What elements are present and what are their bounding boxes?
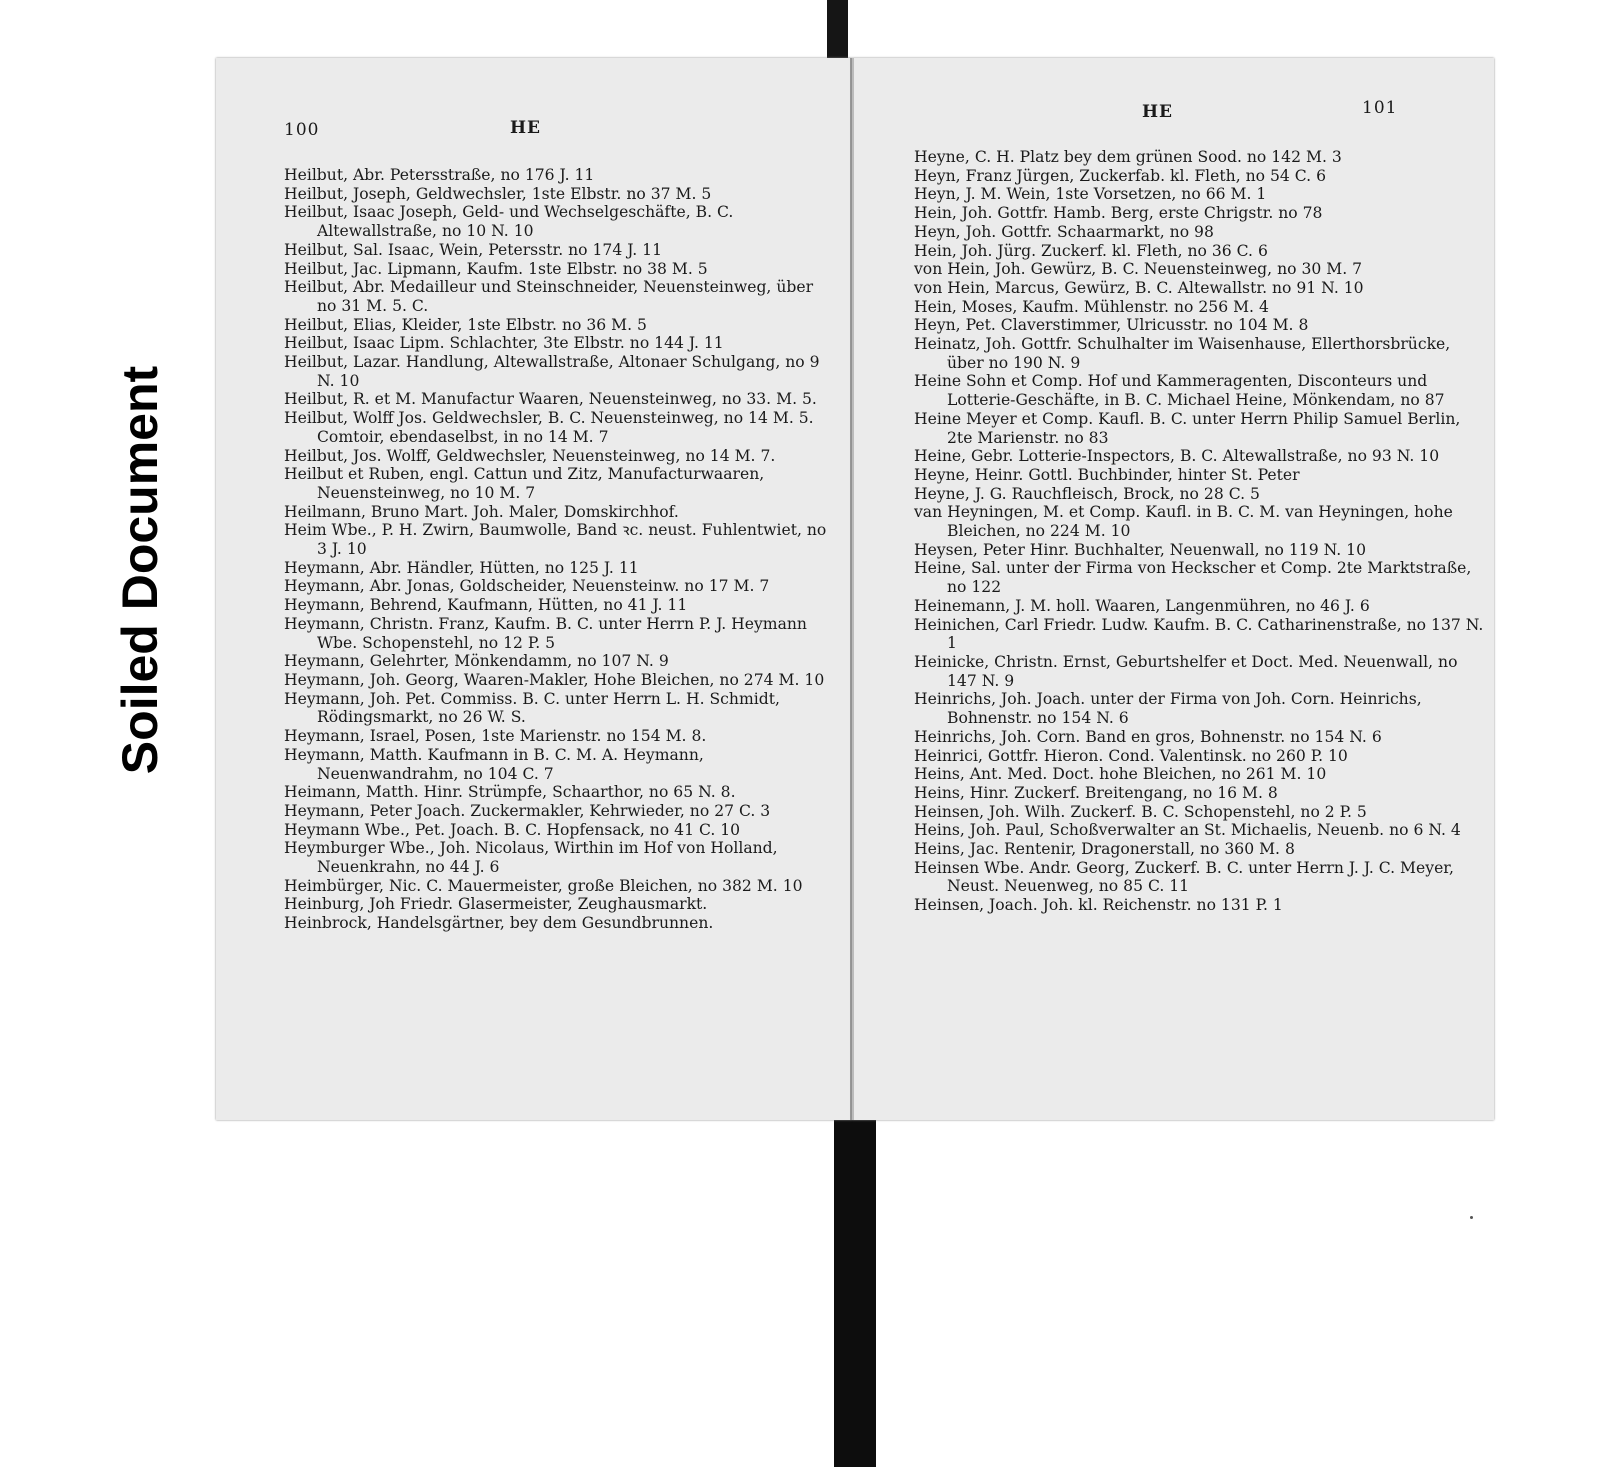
- directory-entry: Heymann, Israel, Posen, 1ste Marienstr. no 154 M. 8.: [284, 727, 707, 746]
- directory-entry: Heim Wbe., P. H. Zwirn, Baumwolle, Band ꝛc. neust. Fuhlentwiet, no 3 J. 10: [284, 521, 827, 559]
- directory-entry: Heilbut, Isaac Joseph, Geld- und Wechselgeschäfte, B. C. Altewallstraße, no 10 N. 10: [284, 203, 734, 241]
- directory-entry: Heymann, Abr. Jonas, Goldscheider, Neuensteinw. no 17 M. 7: [284, 577, 770, 596]
- directory-entry: Heinatz, Joh. Gottfr. Schulhalter im Waisenhause, Ellerthorsbrücke, über no 190 N. 9: [914, 335, 1451, 372]
- directory-entry: Heysen, Peter Hinr. Buchhalter, Neuenwall, no 119 N. 10: [914, 540, 1367, 559]
- running-head: HE: [510, 118, 542, 138]
- directory-entry: Heymburger Wbe., Joh. Nicolaus, Wirthin im Hof von Holland, Neuenkrahn, no 44 J. 6: [284, 839, 778, 877]
- directory-entry: Heyn, J. M. Wein, 1ste Vorsetzen, no 66 M. 1: [914, 185, 1267, 204]
- directory-entry: van Heyningen, M. et Comp. Kaufl. in B. C. M. van Heyningen, hohe Bleichen, no 224 M. 10: [914, 503, 1453, 541]
- directory-entry: Heilbut, Isaac Lipm. Schlachter, 3te Elbstr. no 144 J. 11: [284, 334, 724, 353]
- directory-entries-left: [284, 166, 829, 933]
- directory-entry: Heine, Gebr. Lotterie-Inspectors, B. C. Altewallstraße, no 93 N. 10: [914, 447, 1440, 466]
- directory-entry: Heilmann, Bruno Mart. Joh. Maler, Domskirchhof.: [284, 502, 679, 521]
- directory-entry: Heimbürger, Nic. C. Mauermeister, große Bleichen, no 382 M. 10: [284, 876, 803, 895]
- directory-entry: Heilbut, Joseph, Geldwechsler, 1ste Elbstr. no 37 M. 5: [284, 184, 712, 203]
- directory-entry: Heinicke, Christn. Ernst, Geburtshelfer et Doct. Med. Neuenwall, no 147 N. 9: [914, 652, 1458, 690]
- directory-entry: Heymann, Behrend, Kaufmann, Hütten, no 41 J. 11: [284, 596, 688, 615]
- directory-entry: Heilbut, Abr. Petersstraße, no 176 J. 11: [284, 166, 595, 184]
- directory-entry: Heymann, Joh. Georg, Waaren-Makler, Hohe Bleichen, no 274 M. 10: [284, 670, 825, 689]
- directory-entry: Heinichen, Carl Friedr. Ludw. Kaufm. B. C. Catharinenstraße, no 137 N. 1: [914, 615, 1484, 653]
- directory-entry: Heyne, Heinr. Gottl. Buchbinder, hinter St. Peter: [914, 465, 1300, 484]
- directory-entry: Heinsen, Joh. Wilh. Zuckerf. B. C. Schopenstehl, no 2 P. 5: [914, 802, 1367, 821]
- running-head: HE: [1142, 102, 1174, 122]
- directory-entry: Hein, Moses, Kaufm. Mühlenstr. no 256 M. 4: [914, 297, 1269, 316]
- directory-entry: Heinemann, J. M. holl. Waaren, Langenmühren, no 46 J. 6: [914, 596, 1370, 615]
- directory-entry: Heinburg, Joh Friedr. Glasermeister, Zeughausmarkt.: [284, 895, 708, 914]
- directory-entry: Heymann, Joh. Pet. Commiss. B. C. unter Herrn L. H. Schmidt, Rödingsmarkt, no 26 W. S.: [284, 689, 780, 727]
- left-page: [216, 58, 852, 1120]
- page-number: 101: [1362, 98, 1398, 118]
- directory-entry: von Hein, Marcus, Gewürz, B. C. Altewallstr. no 91 N. 10: [914, 278, 1364, 297]
- directory-entry: Heilbut, R. et M. Manufactur Waaren, Neuensteinweg, no 33. M. 5.: [284, 390, 817, 409]
- directory-entry: Heinsen, Joach. Joh. kl. Reichenstr. no 131 P. 1: [914, 896, 1283, 915]
- directory-entry: Hein, Joh. Jürg. Zuckerf. kl. Fleth, no 36 C. 6: [914, 241, 1268, 260]
- directory-entry: Heins, Joh. Paul, Schoßverwalter an St. Michaelis, Neuenb. no 6 N. 4: [914, 821, 1461, 840]
- directory-entry: Heyne, J. G. Rauchfleisch, Brock, no 28 C. 5: [914, 484, 1260, 503]
- directory-entry: Heymann, Matth. Kaufmann in B. C. M. A. Heymann, Neuenwandrahm, no 104 C. 7: [284, 745, 704, 783]
- directory-entry: Heymann Wbe., Pet. Joach. B. C. Hopfensack, no 41 C. 10: [284, 820, 741, 839]
- soiled-document-stamp: [110, 320, 170, 820]
- directory-entry: Heinrichs, Joh. Joach. unter der Firma von Joh. Corn. Heinrichs, Bohnenstr. no 154 N. 6: [914, 690, 1422, 728]
- directory-entry: Heilbut, Jos. Wolff, Geldwechsler, Neuensteinweg, no 14 M. 7.: [284, 446, 776, 465]
- directory-entry: Heine Meyer et Comp. Kaufl. B. C. unter Herrn Philip Samuel Berlin, 2te Marienstr. no 83: [914, 409, 1461, 447]
- directory-entry: Heine Sohn et Comp. Hof und Kammeragenten, Disconteurs und Lotterie-Geschäfte, in B. C. Michael Heine, Mönkendam, no 87: [914, 372, 1445, 410]
- directory-entry: Heilbut, Elias, Kleider, 1ste Elbstr. no 36 M. 5: [284, 315, 647, 334]
- directory-entry: Heins, Hinr. Zuckerf. Breitengang, no 16 M. 8: [914, 783, 1278, 802]
- directory-entry: Heimann, Matth. Hinr. Strümpfe, Schaarthor, no 65 N. 8.: [284, 783, 736, 802]
- directory-entry: Heyn, Joh. Gottfr. Schaarmarkt, no 98: [914, 222, 1214, 241]
- directory-entry: Heilbut, Abr. Medailleur und Steinschneider, Neuensteinweg, über no 31 M. 5. C.: [284, 278, 814, 315]
- directory-entry: Heinrichs, Joh. Corn. Band en gros, Bohnenstr. no 154 N. 6: [914, 727, 1382, 746]
- directory-entry: Heins, Jac. Rentenir, Dragonerstall, no 360 M. 8: [914, 840, 1295, 859]
- directory-entry: Hein, Joh. Gottfr. Hamb. Berg, erste Chrigstr. no 78: [914, 204, 1323, 223]
- directory-entry: Heilbut, Lazar. Handlung, Altewallstraße, Altonaer Schulgang, no 9 N. 10: [284, 353, 820, 390]
- directory-entry: Heinrici, Gottfr. Hieron. Cond. Valentinsk. no 260 P. 10: [914, 746, 1348, 765]
- stamp-text: Soiled Document: [112, 365, 168, 775]
- directory-entry: Heymann, Peter Joach. Zuckermakler, Kehrwieder, no 27 C. 3: [284, 801, 771, 820]
- bookmark-ribbon-bottom: [834, 1110, 876, 1467]
- directory-entry: Heilbut, Sal. Isaac, Wein, Petersstr. no 174 J. 11: [284, 240, 663, 259]
- directory-entry: von Hein, Joh. Gewürz, B. C. Neuensteinweg, no 30 M. 7: [914, 260, 1363, 279]
- directory-entry: Heinbrock, Handelsgärtner, bey dem Gesundbrunnen.: [284, 914, 714, 933]
- directory-entry: Heyne, C. H. Platz bey dem grünen Sood. no 142 M. 3: [914, 148, 1342, 166]
- speck: [1470, 1216, 1473, 1219]
- directory-entry: Heins, Ant. Med. Doct. hohe Bleichen, no 261 M. 10: [914, 765, 1327, 784]
- directory-entry: Heymann, Abr. Händler, Hütten, no 125 J. 11: [284, 558, 639, 577]
- directory-entry: Heinsen Wbe. Andr. Georg, Zuckerf. B. C. unter Herrn J. J. C. Meyer, Neust. Neuenweg, no 85 C. 11: [914, 858, 1454, 896]
- directory-entry: Heyn, Pet. Claverstimmer, Ulricusstr. no 104 M. 8: [914, 316, 1309, 335]
- directory-entry: Heymann, Gelehrter, Mönkendamm, no 107 N. 9: [284, 652, 669, 671]
- directory-entry: Heilbut et Ruben, engl. Cattun und Zitz, Manufacturwaaren, Neuensteinweg, no 10 M. 7: [284, 465, 765, 502]
- directory-entry: Heine, Sal. unter der Firma von Heckscher et Comp. 2te Marktstraße, no 122: [914, 559, 1472, 597]
- directory-entries-right: [914, 148, 1484, 915]
- right-page: [852, 58, 1494, 1120]
- directory-entry: Heilbut, Wolff Jos. Geldwechsler, B. C. Neuensteinweg, no 14 M. 5. Comtoir, ebendaselbst, in no 14 M. 7: [284, 409, 814, 446]
- directory-entry: Heilbut, Jac. Lipmann, Kaufm. 1ste Elbstr. no 38 M. 5: [284, 259, 708, 278]
- directory-entry: Heyn, Franz Jürgen, Zuckerfab. kl. Fleth, no 54 C. 6: [914, 166, 1327, 185]
- directory-entry: Heymann, Christn. Franz, Kaufm. B. C. unter Herrn P. J. Heymann Wbe. Schopenstehl, no 12 P. 5: [284, 614, 807, 652]
- page-number: 100: [284, 120, 320, 140]
